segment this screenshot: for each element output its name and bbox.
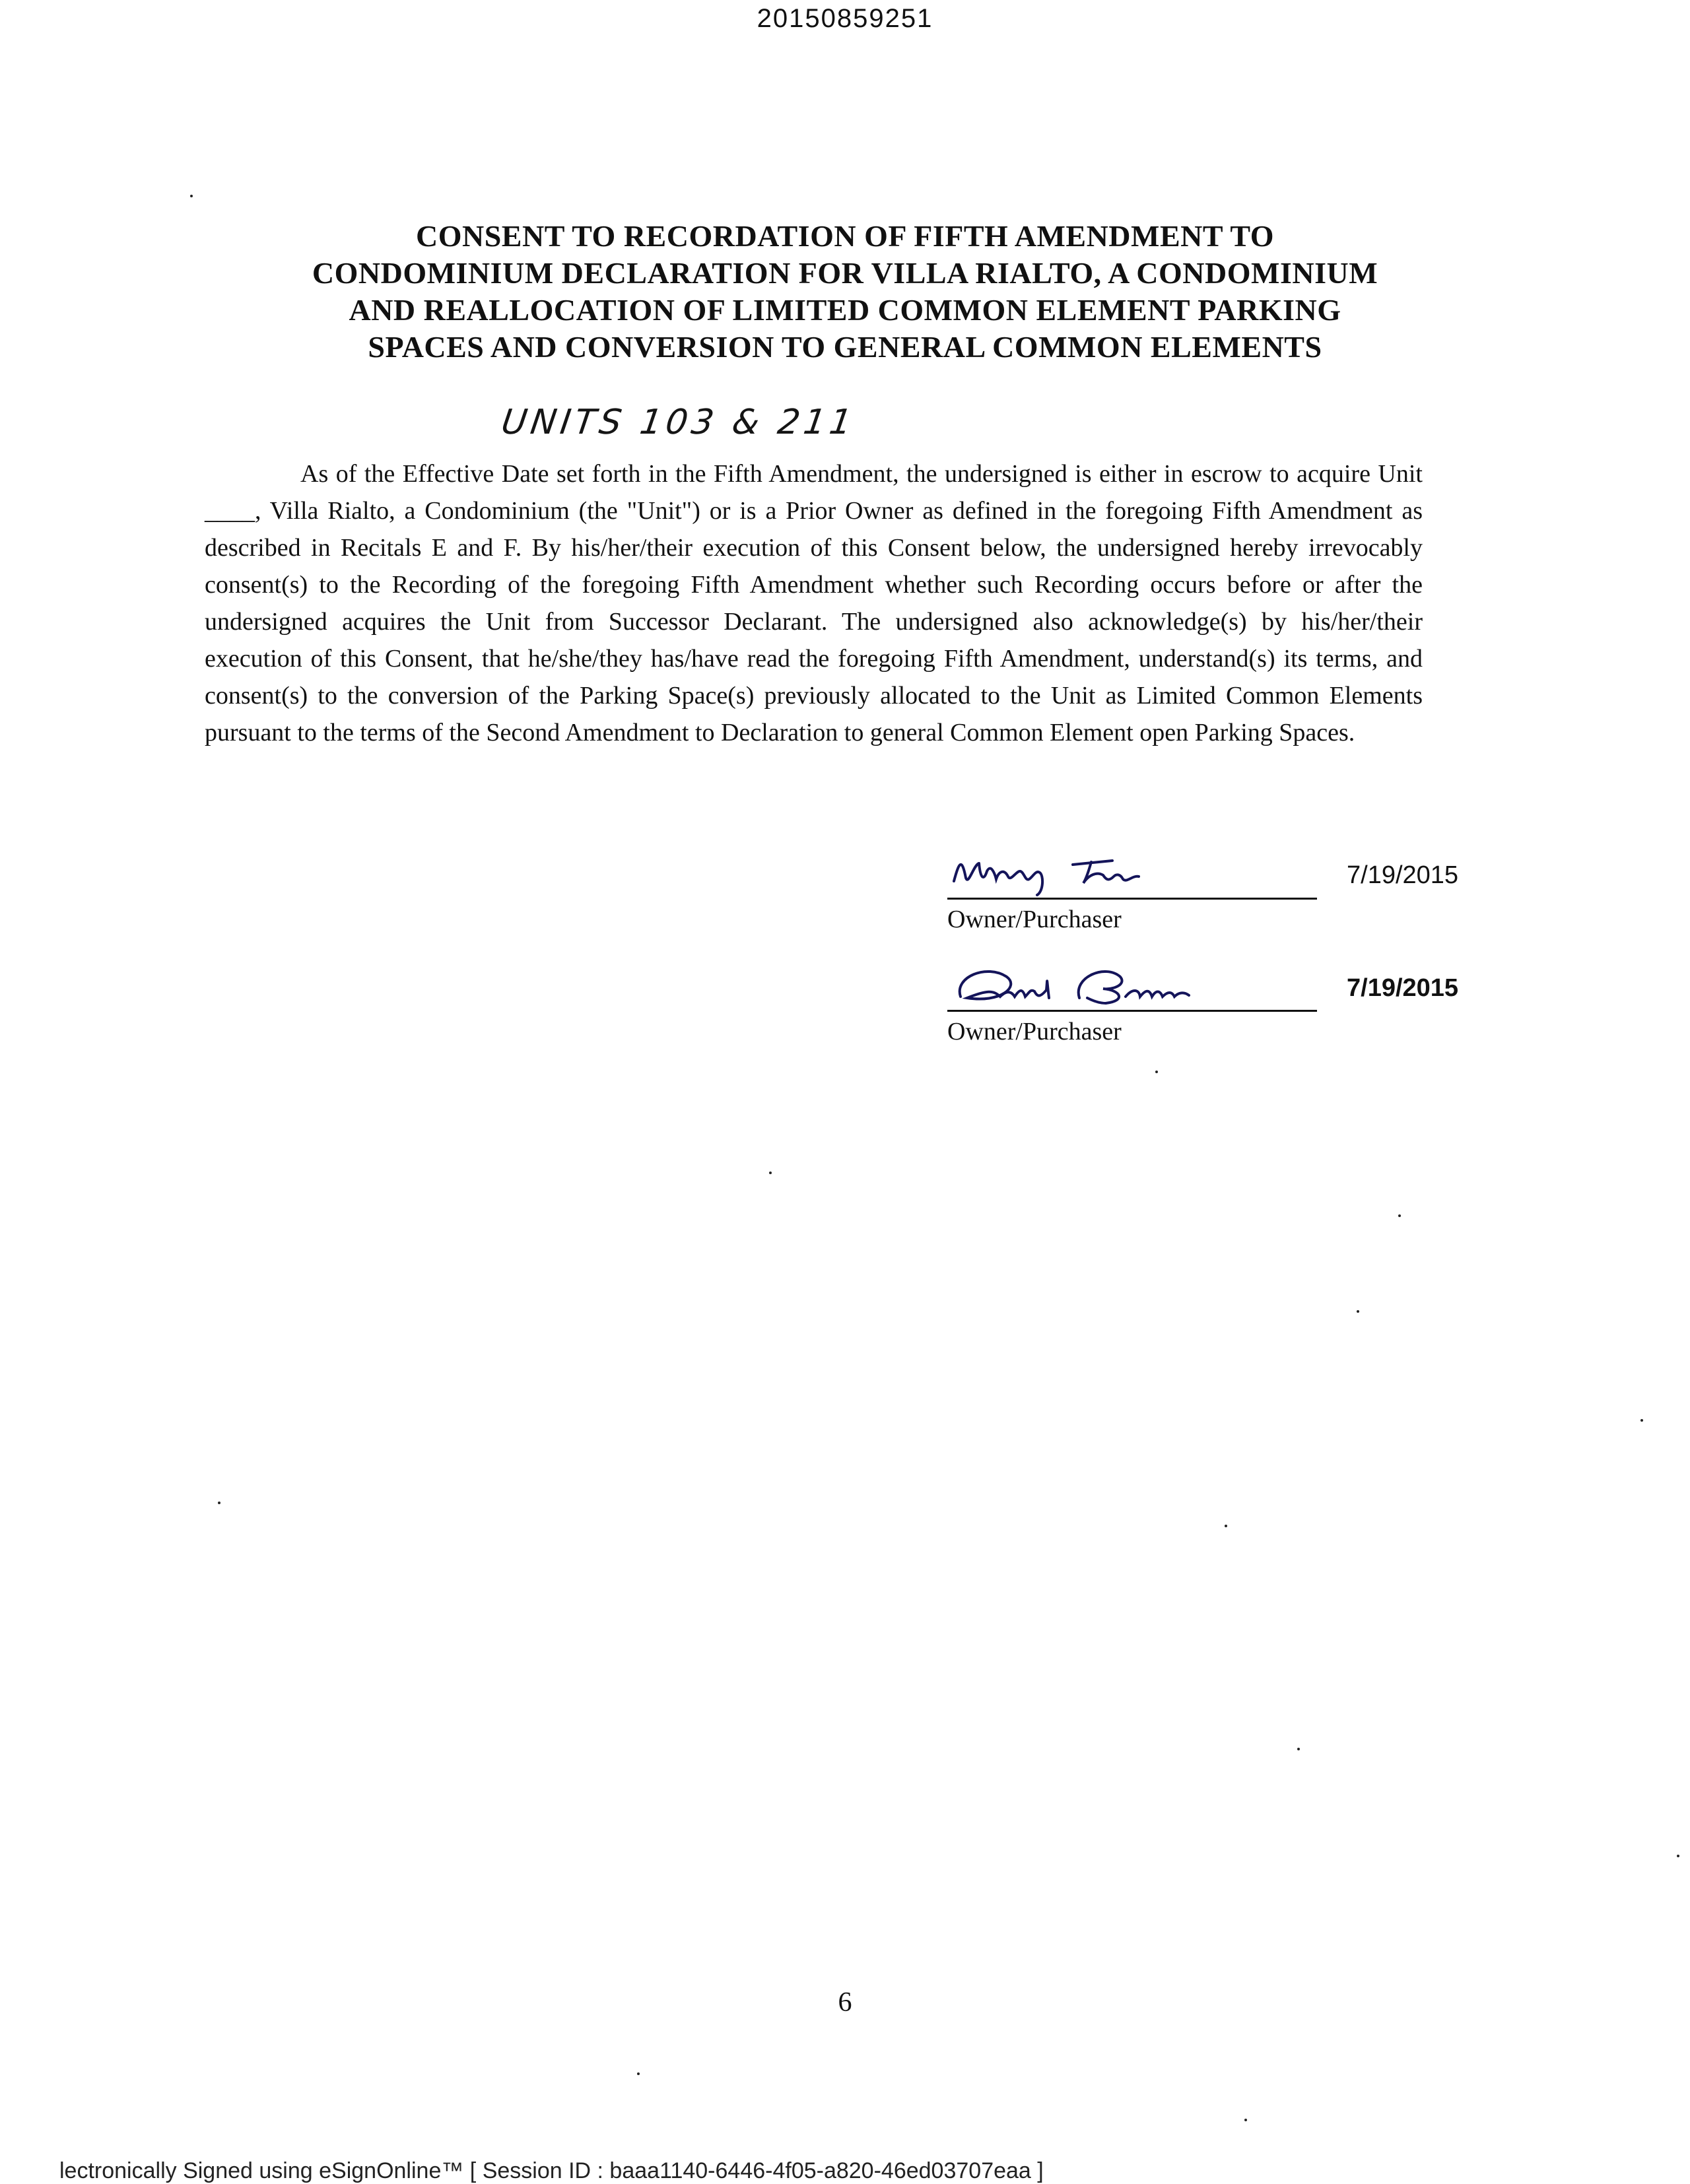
esign-footer: lectronically Signed using eSignOnline™ [ Session ID : baaa1140-6446-4f05-a820-46ed03707eaa ] — [59, 2158, 1044, 2183]
signature-block-2 — [947, 957, 1317, 1047]
consent-paragraph: As of the Effective Date set forth in the Fifth Amendment, the undersigned is either in escrow to acquire Unit ____, Villa Rialto, a Condominium (the "Unit") or is a Prior Owner as defined in the foregoing Fifth Amendment as described in Recitals E and F. By his/her/their execution of this Consent below, the undersigned hereby irrevocably consent(s) to the Recording of the foregoing Fifth Amendment whether such Recording occurs before or after the undersigned acquires the Unit from Successor Declarant. The undersigned also acknowledge(s) by his/her/their execution of this Consent, that he/she/they has/have read the foregoing Fifth Amendment, understand(s) its terms, and consent(s) to the conversion of the Parking Space(s) previously allocated to the Unit as Limited Common Elements pursuant to the terms of the Second Amendment to Declaration to general Common Element open Parking Spaces. — [205, 460, 1423, 746]
title-line-1: CONSENT TO RECORDATION OF FIFTH AMENDMENT TO — [415, 219, 1274, 253]
signature-nancy-true — [947, 845, 1317, 898]
scan-speck — [1357, 1310, 1359, 1313]
scan-speck — [637, 2072, 640, 2075]
signature-date-1: 7/19/2015 — [1347, 861, 1459, 889]
signature-line-1 — [947, 898, 1317, 900]
signature-date-2: 7/19/2015 — [1347, 974, 1459, 1002]
scan-speck — [218, 1502, 220, 1504]
scan-speck — [769, 1172, 772, 1174]
title-line-4: SPACES AND CONVERSION TO GENERAL COMMON ELEMENTS — [368, 330, 1322, 364]
title-line-3: AND REALLOCATION OF LIMITED COMMON ELEMENT PARKING — [349, 293, 1341, 327]
document-title — [185, 218, 1505, 366]
scan-speck — [1677, 1855, 1679, 1857]
scan-speck — [1640, 1419, 1643, 1422]
signature-line-2 — [947, 1010, 1317, 1012]
handwritten-units-note: UNITS 103 & 211 — [498, 403, 858, 442]
scan-speck — [1244, 2119, 1247, 2121]
page-number: 6 — [838, 1987, 852, 2018]
title-line-2: CONDOMINIUM DECLARATION FOR VILLA RIALTO, A CONDOMINIUM — [312, 256, 1378, 290]
signature-david-barnes — [947, 957, 1317, 1010]
scan-speck — [1225, 1525, 1227, 1527]
handwritten-signature-1-icon — [947, 845, 1185, 898]
scan-speck — [1155, 1071, 1158, 1073]
document-number: 20150859251 — [757, 4, 933, 33]
signature-caption-1: Owner/Purchaser — [947, 906, 1122, 933]
signature-caption-2: Owner/Purchaser — [947, 1018, 1122, 1045]
scan-speck — [190, 195, 193, 197]
signature-block-1 — [947, 845, 1317, 935]
handwritten-signature-2-icon — [947, 957, 1225, 1010]
scan-speck — [1398, 1214, 1401, 1217]
scan-speck — [1297, 1748, 1300, 1750]
